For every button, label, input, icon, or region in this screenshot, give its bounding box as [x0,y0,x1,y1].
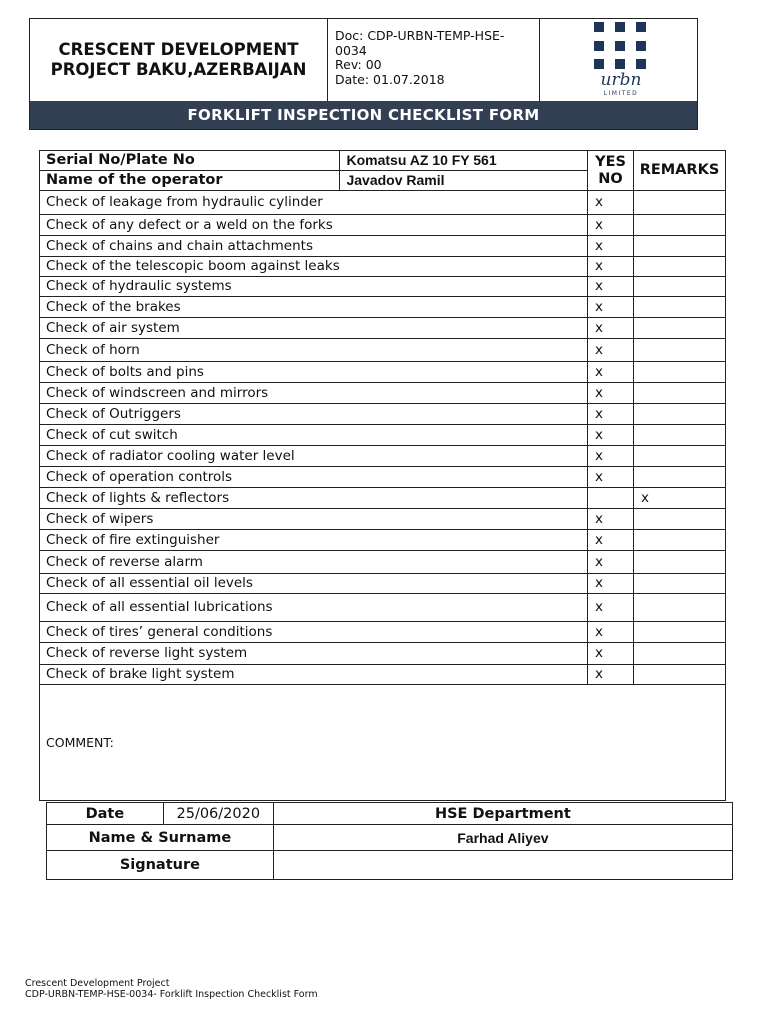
operator-value[interactable]: Javadov Ramil [340,171,588,191]
checklist-row [40,383,726,404]
checklist-item-label: Check of lights & reflectors [40,488,588,509]
remarks-cell[interactable] [634,362,726,383]
checklist-item-label: Check of reverse alarm [40,551,588,574]
remarks-cell[interactable] [634,339,726,362]
remarks-cell[interactable] [634,297,726,318]
signoff-name-row [47,825,733,851]
checklist-item-label: Check of cut switch [40,425,588,446]
remarks-cell[interactable] [634,383,726,404]
checklist-row [40,467,726,488]
checklist-row [40,339,726,362]
checklist-item-label: Check of all essential lubrications [40,594,588,622]
remarks-cell[interactable] [634,467,726,488]
logo-square-icon [636,22,646,32]
checklist-row [40,215,726,236]
logo-square-icon [636,41,646,51]
logo-square-icon [594,59,604,69]
checklist-item-label: Check of reverse light system [40,643,588,665]
checklist-item-label: Check of air system [40,318,588,339]
serial-row [40,151,726,171]
checklist-row [40,404,726,425]
remarks-cell[interactable]: x [634,488,726,509]
checklist-row [40,191,726,215]
yes-no-mark[interactable]: x [588,318,634,339]
yes-no-mark[interactable]: x [588,191,634,215]
checklist-row [40,488,726,509]
checklist-row [40,425,726,446]
company-name-line2: PROJECT BAKU,AZERBAIJAN [50,60,307,79]
yes-no-mark[interactable]: x [588,383,634,404]
checklist-item-label: Check of leakage from hydraulic cylinder [40,191,588,215]
remarks-cell[interactable] [634,622,726,643]
checklist-item-label: Check of windscreen and mirrors [40,383,588,404]
page-footer [25,978,318,1000]
serial-value[interactable]: Komatsu AZ 10 FY 561 [340,151,588,171]
logo-square-icon [615,59,625,69]
checklist-item-label: Check of all essential oil levels [40,574,588,594]
yes-no-mark[interactable] [588,488,634,509]
yes-no-mark[interactable]: x [588,594,634,622]
department-label: HSE Department [273,803,732,825]
yes-no-mark[interactable]: x [588,622,634,643]
yes-no-mark[interactable]: x [588,530,634,551]
doc-number-line1: Doc: CDP-URBN-TEMP-HSE- [335,28,505,43]
yes-no-mark[interactable]: x [588,297,634,318]
checklist-item-label: Check of chains and chain attachments [40,236,588,257]
yes-label: YES [595,153,626,170]
logo-square-icon [615,22,625,32]
checklist-item-label: Check of fire extinguisher [40,530,588,551]
name-label: Name & Surname [47,825,274,851]
remarks-cell[interactable] [634,236,726,257]
remarks-cell[interactable] [634,574,726,594]
checklist-row [40,551,726,574]
yes-no-mark[interactable]: x [588,277,634,297]
remarks-cell[interactable] [634,404,726,425]
signoff-date-row [47,803,733,825]
issue-date: Date: 01.07.2018 [335,71,445,87]
yes-no-mark[interactable]: x [588,574,634,594]
logo-subtext: LIMITED [603,90,639,97]
checklist-row [40,446,726,467]
checklist-item-label: Check of Outriggers [40,404,588,425]
remarks-cell[interactable] [634,665,726,685]
checklist-item-label: Check of brake light system [40,665,588,685]
checklist-item-label: Check of hydraulic systems [40,277,588,297]
checklist-item-label: Check of radiator cooling water level [40,446,588,467]
checklist-row [40,622,726,643]
remarks-cell[interactable] [634,509,726,530]
name-value[interactable]: Farhad Aliyev [273,825,732,851]
date-label: Date [47,803,164,825]
yes-no-mark[interactable]: x [588,509,634,530]
inspection-checklist-table [39,150,726,801]
remarks-header: REMARKS [634,151,726,191]
checklist-item-label: Check of operation controls [40,467,588,488]
yes-no-mark[interactable]: x [588,446,634,467]
company-name [30,19,328,101]
checklist-row [40,574,726,594]
logo-square-icon [594,22,604,32]
signature-field[interactable] [273,851,732,880]
remarks-cell[interactable] [634,318,726,339]
remarks-cell[interactable] [634,551,726,574]
remarks-cell[interactable] [634,643,726,665]
remarks-cell[interactable] [634,215,726,236]
checklist-row [40,530,726,551]
checklist-row [40,509,726,530]
no-label: NO [598,170,623,187]
checklist-row [40,297,726,318]
remarks-cell[interactable] [634,425,726,446]
operator-label: Name of the operator [40,171,340,191]
checklist-item-label: Check of wipers [40,509,588,530]
yes-no-mark[interactable]: x [588,362,634,383]
logo-square-icon [615,41,625,51]
signature-label: Signature [47,851,274,880]
checklist-row [40,665,726,685]
logo-square-icon [636,59,646,69]
checklist-item-label: Check of tires’ general conditions [40,622,588,643]
form-title: FORKLIFT INSPECTION CHECKLIST FORM [30,101,697,129]
checklist-row [40,277,726,297]
checklist-row [40,318,726,339]
footer-project: Crescent Development Project [25,978,170,989]
signoff-table [46,802,733,880]
serial-label: Serial No/Plate No [40,151,340,171]
checklist-item-label: Check of bolts and pins [40,362,588,383]
yes-no-header [588,151,634,191]
signoff-signature-row [47,851,733,880]
yes-no-mark[interactable]: x [588,236,634,257]
yes-no-mark[interactable]: x [588,643,634,665]
comment-box[interactable] [40,685,726,801]
remarks-cell[interactable] [634,191,726,215]
logo-wordmark: urbn [600,70,642,90]
checklist-item-label: Check of any defect or a weld on the forks [40,215,588,236]
remarks-cell[interactable] [634,594,726,622]
checklist-item-label: Check of horn [40,339,588,362]
date-value[interactable]: 25/06/2020 [163,803,273,825]
yes-no-mark[interactable]: x [588,215,634,236]
document-header [29,18,698,130]
checklist-row [40,257,726,277]
urbn-logo [540,19,697,101]
remarks-cell[interactable] [634,257,726,277]
footer-doc-ref: CDP-URBN-TEMP-HSE-0034- Forklift Inspection Checklist Form [25,989,318,1000]
yes-no-mark[interactable]: x [588,467,634,488]
checklist-row [40,594,726,622]
checklist-item-label: Check of the brakes [40,297,588,318]
document-info [328,19,540,101]
yes-no-mark[interactable]: x [588,257,634,277]
remarks-cell[interactable] [634,446,726,467]
remarks-cell[interactable] [634,277,726,297]
checklist-row [40,236,726,257]
yes-no-mark[interactable]: x [588,404,634,425]
comment-row [40,685,726,801]
yes-no-mark[interactable]: x [588,425,634,446]
remarks-cell[interactable] [634,530,726,551]
yes-no-mark[interactable]: x [588,665,634,685]
logo-square-icon [594,41,604,51]
yes-no-mark[interactable]: x [588,339,634,362]
comment-label: COMMENT: [46,735,114,750]
doc-number-line2: 0034 [335,42,367,58]
revision: Rev: 00 [335,57,382,72]
yes-no-mark[interactable]: x [588,551,634,574]
company-name-line1: CRESCENT DEVELOPMENT [58,40,299,59]
checklist-row [40,643,726,665]
checklist-item-label: Check of the telescopic boom against leaks [40,257,588,277]
checklist-row [40,362,726,383]
